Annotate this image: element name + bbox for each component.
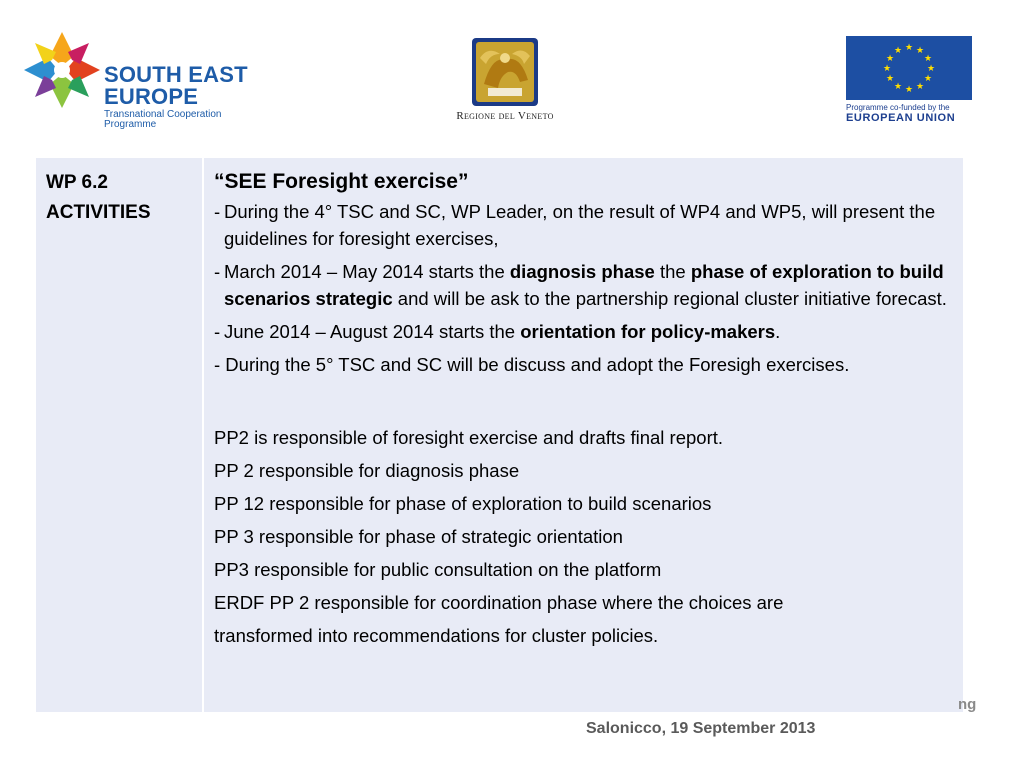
see-title-line1: SOUTH EAST (104, 62, 248, 87)
svg-text:★: ★ (923, 74, 933, 84)
regione-veneto-logo (440, 36, 570, 128)
label-cell (36, 158, 204, 712)
winged-lion-crest-icon (470, 36, 540, 108)
svg-text:★: ★ (926, 64, 936, 74)
svg-text:★: ★ (915, 82, 925, 92)
exercise-title: “SEE Foresight exercise” (214, 170, 469, 193)
svg-text:★: ★ (893, 82, 903, 92)
responsibility-line: PP3 responsible for public consultation on the platform (214, 559, 662, 580)
clipped-footer-text: ng (958, 696, 977, 713)
bullet-item: - June 2014 – August 2014 starts the orientation for policy-makers. (214, 321, 781, 342)
footer-location-date: Salonicco, 19 September 2013 (586, 720, 816, 737)
responsibility-line: PP 3 responsible for phase of strategic orientation (214, 526, 623, 547)
svg-text:★: ★ (904, 85, 914, 95)
eu-title: EUROPEAN UNION (846, 112, 956, 124)
south-east-europe-logo (22, 30, 262, 130)
see-subtitle: Transnational Cooperation Programme (104, 109, 222, 130)
wp-label (46, 168, 151, 228)
regione-veneto-name: Regione del Veneto (456, 110, 554, 122)
svg-text:★: ★ (923, 54, 933, 64)
responsibility-line: ERDF PP 2 responsible for coordination phase where the choices are (214, 592, 784, 613)
content-cell (214, 168, 954, 652)
svg-text:★: ★ (915, 46, 925, 56)
svg-text:★: ★ (904, 43, 914, 53)
svg-text:★: ★ (882, 64, 892, 74)
see-flower-icon (22, 30, 102, 110)
bullet-item: - During the 5° TSC and SC will be discuss and adopt the Foresigh exercises. (214, 354, 850, 375)
bullet-item: - March 2014 – May 2014 starts the diagnosis phase the phase of exploration to build scenarios strategic and will be ask to the partnership regional cluster initiative forecast. (214, 261, 947, 309)
wp-activities: ACTIVITIES (46, 202, 151, 223)
see-title-line2: EUROPE (104, 84, 199, 109)
responsibility-line: transformed into recommendations for cluster policies. (214, 625, 659, 646)
eu-flag-icon (846, 36, 972, 100)
svg-text:★: ★ (885, 74, 895, 84)
responsibility-line: PP 2 responsible for diagnosis phase (214, 460, 520, 481)
svg-text:★: ★ (893, 46, 903, 56)
bullet-item: - During the 4° TSC and SC, WP Leader, on the result of WP4 and WP5, will present the guidelines for foresight exercises, (214, 201, 936, 249)
european-union-logo (846, 36, 974, 128)
svg-text:★: ★ (885, 54, 895, 64)
responsibility-line: PP 12 responsible for phase of exploration to build scenarios (214, 493, 712, 514)
wp-number: WP 6.2 (46, 172, 108, 193)
eu-cofunded-text: Programme co-funded by the (846, 103, 950, 112)
activities-table (36, 158, 963, 712)
responsibility-line: PP2 is responsible of foresight exercise and drafts final report. (214, 427, 724, 448)
